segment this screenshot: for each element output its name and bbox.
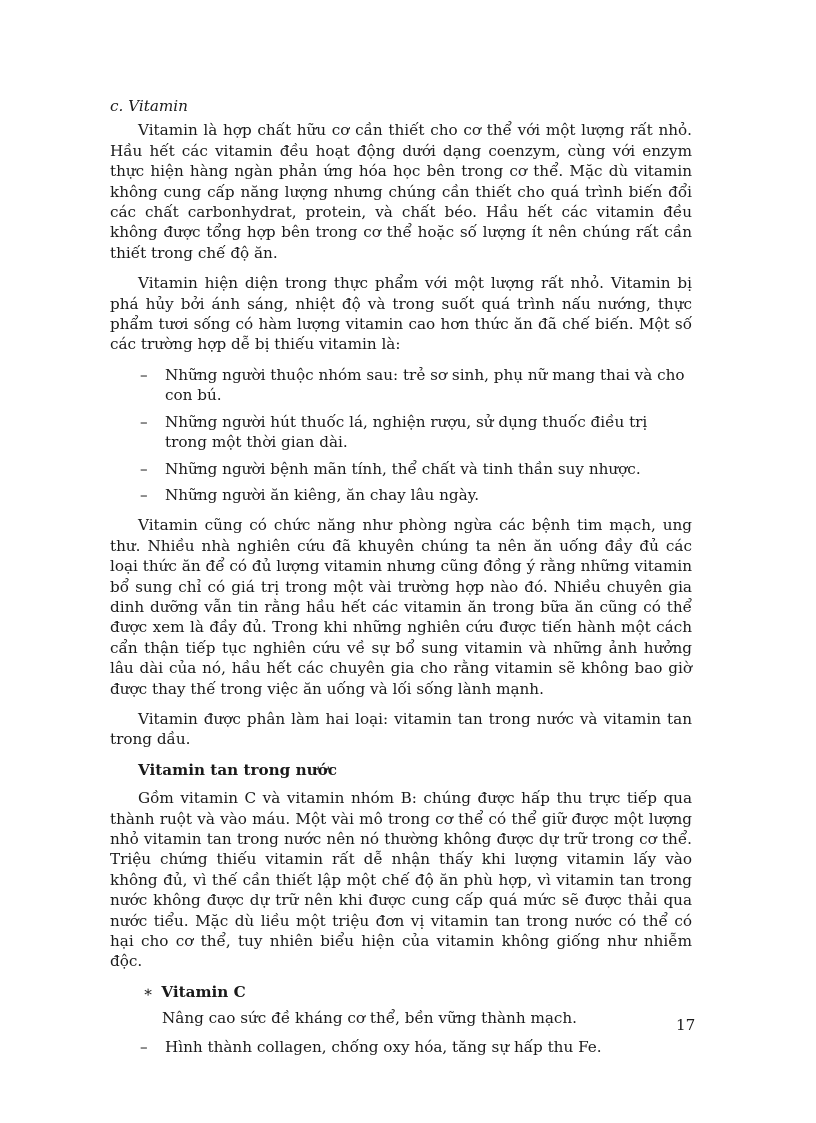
vitamin-c-heading-text: Vitamin C: [161, 982, 246, 1001]
paragraph-classification: Vitamin được phân làm hai loại: vitamin tan trong nước và vitamin tan trong dầu.: [110, 709, 692, 749]
water-soluble-heading: Vitamin tan trong nước: [138, 760, 338, 779]
dash-marker: –: [140, 459, 148, 478]
vitamin-c-list: [110, 1037, 692, 1057]
asterisk-icon: ∗: [143, 982, 154, 1001]
dash-marker: –: [140, 365, 148, 384]
deficiency-list: [110, 365, 692, 505]
dash-marker: –: [140, 485, 148, 504]
list-item-text: Những người thuộc nhóm sau: trẻ sơ sinh, phụ nữ mang thai và cho con bú.: [165, 365, 685, 405]
list-item: [110, 365, 692, 406]
list-item-text: Những người hút thuốc lá, nghiện rượu, sử dụng thuốc điều trị trong một thời gian dài.: [165, 412, 648, 452]
list-item-text: Những người ăn kiêng, ăn chay lâu ngày.: [165, 485, 480, 504]
dash-marker: –: [140, 1037, 148, 1056]
list-item: [110, 459, 692, 479]
paragraph-water-soluble: Gồm vitamin C và vitamin nhóm B: chúng được hấp thu trực tiếp qua thành ruột và vào máu. Một vài mô trong cơ thể có thể giữ được một lượng nhỏ vitamin tan trong nước nên nó thường không được dự trữ trong cơ thể. Triệu chứng thiếu vitamin rất dễ nhận thấy khi lượng vitamin lấy vào không đủ, vì thế cần thiết lập một chế độ ăn phù hợp, vì vitamin tan trong nước không được dự trữ nên khi được cung cấp quá mức sẽ được thải qua nước tiểu. Mặc dù liều một triệu đơn vị vitamin tan trong nước có thể có hại cho cơ thể, tuy nhiên biểu hiện của vitamin không giống như nhiễm độc.: [110, 789, 692, 971]
document-page: [110, 96, 692, 1067]
vitamin-c-line: Nâng cao sức đề kháng cơ thể, bền vững thành mạch.: [162, 1009, 578, 1028]
vitamin-c-heading: [143, 982, 692, 1002]
paragraph-presence: Vitamin hiện diện trong thực phẩm với một lượng rất nhỏ. Vitamin bị phá hủy bởi ánh sáng, nhiệt độ và trong suốt quá trình nấu nướng, thực phẩm tươi sống có hàm lượng vitamin cao hơn thức ăn đã chế biến. Một số các trường hợp dễ bị thiếu vitamin là:: [110, 274, 692, 354]
paragraph-intro: Vitamin là hợp chất hữu cơ cần thiết cho cơ thể với một lượng rất nhỏ. Hầu hết các vitamin đều hoạt động dưới dạng coenzym, cùng với enzym thực hiện hàng ngàn phản ứng hóa học bên trong cơ thể. Mặc dù vitamin không cung cấp năng lượng nhưng chúng cần thiết cho quá trình biến đổi các chất carbonhydrat, protein, và chất béo. Hầu hết các vitamin đều không được tổng hợp bên trong cơ thể hoặc số lượng ít nên chúng rất cần thiết trong chế độ ăn.: [110, 121, 692, 262]
list-item: [110, 1037, 692, 1057]
page-number: 17: [676, 1016, 696, 1034]
list-item-text: Hình thành collagen, chống oxy hóa, tăng sự hấp thu Fe.: [165, 1037, 602, 1056]
list-item-text: Những người bệnh mãn tính, thể chất và tinh thần suy nhược.: [165, 459, 641, 478]
dash-marker: –: [140, 412, 148, 431]
section-title: c. Vitamin: [110, 97, 188, 115]
list-item: [110, 485, 692, 505]
list-item: [110, 412, 692, 453]
paragraph-functions: Vitamin cũng có chức năng như phòng ngừa các bệnh tim mạch, ung thư. Nhiều nhà nghiên cứu đã khuyên chúng ta nên ăn uống đầy đủ các loại thức ăn để có đủ lượng vitamin nhưng cũng đồng ý rằng những vitamin bổ sung chỉ có giá trị trong một vài trường hợp nào đó. Nhiều chuyên gia dinh dưỡng vẫn tin rằng hầu hết các vitamin ăn trong bữa ăn cũng có thể được xem là đầy đủ. Trong khi những nghiên cứu được tiến hành một cách cẩn thận tiếp tục nghiên cứu về sự bổ sung vitamin và những ảnh hưởng lâu dài của nó, hầu hết các chuyên gia cho rằng vitamin sẽ không bao giờ được thay thế trong việc ăn uống và lối sống lành mạnh.: [110, 516, 692, 698]
